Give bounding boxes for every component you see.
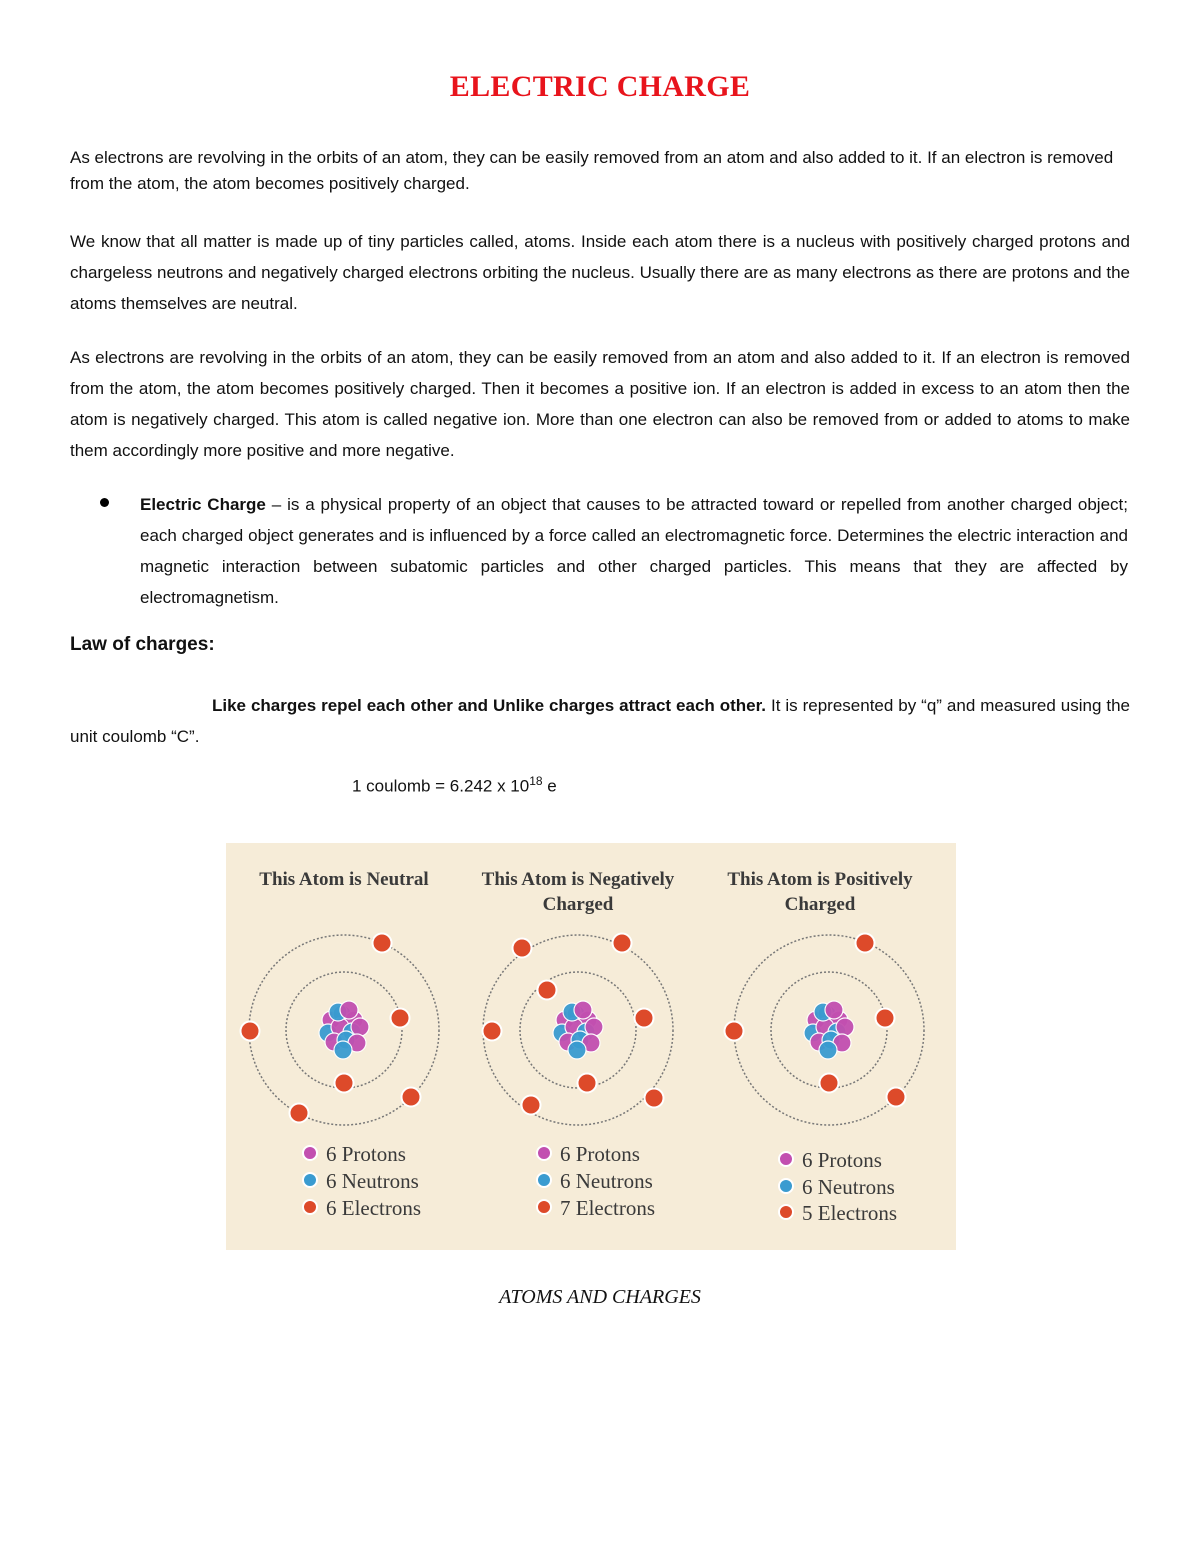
atom1-title: This Atom is Neutral [259, 869, 429, 890]
neutron [334, 1041, 352, 1059]
atom3-electrons: 5 Electrons [802, 1201, 898, 1225]
proton-legend-icon [779, 1152, 793, 1166]
atoms-paragraph: We know that all matter is made up of tiny particles called, atoms. Inside each atom there is a nucleus with positively charged protons and chargeless neutrons and negatively charged electrons orbiting the nucleus. Usually there are as many electrons as there are protons and the atoms themselves are neutral. [70, 232, 1130, 313]
electron [335, 1074, 354, 1093]
electron [820, 1074, 839, 1093]
nucleus-icon [319, 1001, 369, 1059]
neutron-legend-icon [537, 1173, 551, 1187]
proton [340, 1001, 358, 1019]
atom2-protons: 6 Protons [560, 1142, 640, 1166]
proton [825, 1001, 843, 1019]
equation-left: 1 coulomb = 6.242 x 10 [352, 776, 530, 796]
law-statement: Like charges repel each other and Unlike charges attract each other. [212, 696, 767, 715]
electron [887, 1088, 906, 1107]
neutron [819, 1041, 837, 1059]
equation-exponent: 18 [529, 774, 543, 788]
proton-legend-icon [537, 1146, 551, 1160]
electron [645, 1089, 664, 1108]
electron [373, 934, 392, 953]
nucleus-icon [804, 1001, 854, 1059]
electron-legend-icon [303, 1200, 317, 1214]
electron-legend-icon [779, 1205, 793, 1219]
definition-term: Electric Charge [140, 495, 266, 514]
atom2-legend [537, 1142, 655, 1220]
atom3-title-line2: Charged [784, 894, 856, 915]
neutron-legend-icon [779, 1179, 793, 1193]
atom-1 [241, 934, 440, 1126]
electron [483, 1022, 502, 1041]
atom2-electrons: 7 Electrons [560, 1196, 656, 1220]
atom3-neutrons: 6 Neutrons [802, 1175, 895, 1199]
atom-3 [725, 934, 925, 1126]
atom1-electrons: 6 Electrons [326, 1196, 422, 1220]
electron [635, 1009, 654, 1028]
proton [836, 1018, 854, 1036]
law-unit-text: It is represented by “q” and measured using the unit coulomb “C”. [70, 696, 1130, 746]
neutron [568, 1041, 586, 1059]
electron [513, 939, 532, 958]
electron [538, 981, 557, 1000]
nucleus-icon [553, 1001, 603, 1059]
intro-paragraph: As electrons are revolving in the orbits of an atom, they can be easily removed from an atom and also added to it. If an electron is removed from the atom, the atom becomes positively charged. [70, 148, 1114, 193]
electron [241, 1022, 260, 1041]
electron-legend-icon [537, 1200, 551, 1214]
coulomb-equation [352, 774, 557, 797]
electron [578, 1074, 597, 1093]
electron [402, 1088, 421, 1107]
law-heading: Law of charges: [70, 634, 215, 655]
proton [585, 1018, 603, 1036]
atom3-protons: 6 Protons [802, 1148, 882, 1172]
atoms-figure [226, 843, 956, 1250]
electron [725, 1022, 744, 1041]
atoms-layer [241, 934, 925, 1126]
page-title: ELECTRIC CHARGE [449, 70, 751, 103]
atom3-title-line1: This Atom is Positively [727, 869, 913, 890]
proton-legend-icon [303, 1146, 317, 1160]
electron [290, 1104, 309, 1123]
atom3-legend [779, 1148, 897, 1225]
atom1-protons: 6 Protons [326, 1142, 406, 1166]
figure-caption: ATOMS AND CHARGES [499, 1286, 701, 1308]
proton [574, 1001, 592, 1019]
proton [351, 1018, 369, 1036]
equation-right: e [542, 776, 557, 796]
electron [856, 934, 875, 953]
ions-paragraph: As electrons are revolving in the orbits of an atom, they can be easily removed from an atom and also added to it. If an electron is removed from the atom, the atom becomes positively charged. Then it becomes a positive ion. If an electron is added in excess to an atom then the atom is negatively charged. This atom is called negative ion. More than one electron can also be removed from or added to atoms to make them accordingly more positive and more negative. [70, 348, 1130, 460]
atom2-title-line2: Charged [542, 894, 614, 915]
electron [522, 1096, 541, 1115]
definition-body: – is a physical property of an object that causes to be attracted toward or repelled from another charged object; each charged object generates and is influenced by a force called an electromagnetic force. Determines the electric interaction and magnetic interaction between subatomic particles and other charged particles. This means that they are affected by electromagnetism. [140, 495, 1128, 607]
neutron-legend-icon [303, 1173, 317, 1187]
atom1-neutrons: 6 Neutrons [326, 1169, 419, 1193]
atoms-illustration [226, 843, 956, 1250]
atom1-legend [303, 1142, 421, 1220]
electron [391, 1009, 410, 1028]
atom2-title-line1: This Atom is Negatively [481, 869, 675, 890]
atom-2 [483, 934, 674, 1126]
bullet-dot-icon [100, 498, 109, 507]
law-text [70, 690, 1130, 752]
atom2-neutrons: 6 Neutrons [560, 1169, 653, 1193]
electron [613, 934, 632, 953]
electron [876, 1009, 895, 1028]
definition-text [140, 489, 1128, 613]
